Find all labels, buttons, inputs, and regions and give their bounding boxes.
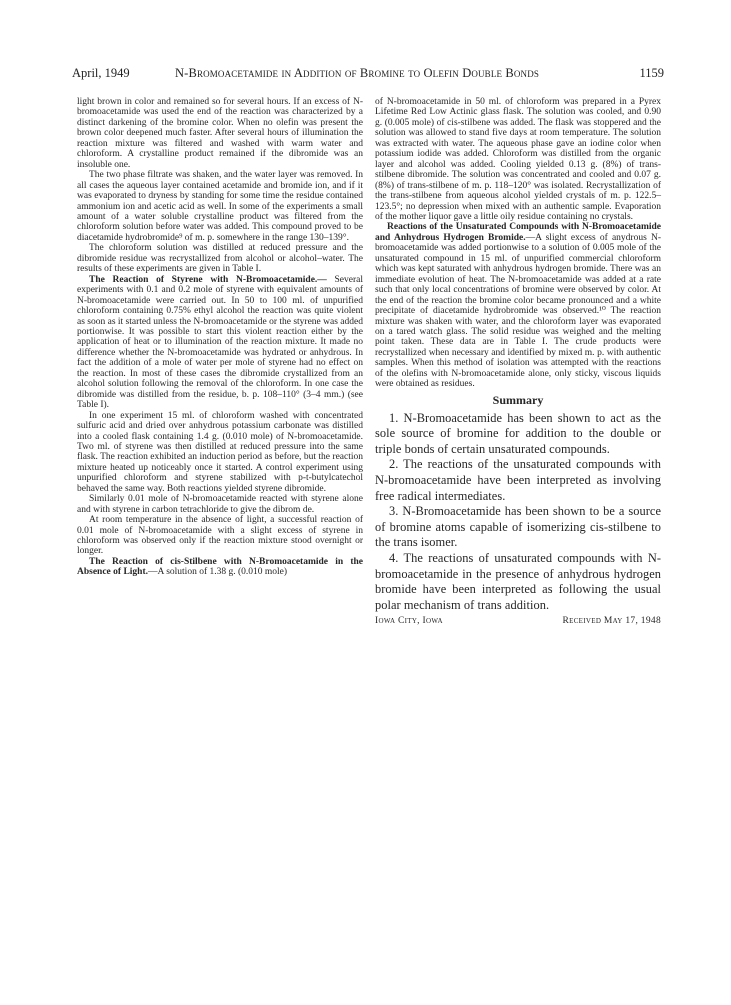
run-in-heading: Reactions of the Unsaturated Compounds with N-Bromoacetamide and Anhydrous Hydrogen Bromide. [375, 222, 661, 243]
received-date: Received May 17, 1948 [562, 616, 661, 627]
paragraph: Similarly 0.01 mole of N-bromoacetamide reacted with styrene alone and with styrene in carbon tetrachloride to give the dibrom de. [77, 494, 363, 515]
paragraph-text: —A slight excess of anydrous N-bromoacetamide was added portionwise to a solution of 0.005 mole of the unsaturated compound in 15 ml. of unpurified commercial chloroform which was kept saturated with anhydrous hydrogen bromide. There was an immediate evolution of heat. The N-bromoacetamide was added at a rate such that only local concentrations of bromine were observed by color. At the end of the reaction the bromine color became pronounced and a white precipitate of diacetamide hydrobromide was observed.¹⁰ The reaction mixture was shaken with water, and the chloroform layer was evaporated on a tared watch glass. The solid residue was weighed and the melting point taken. These data are in Table I. The crude products were recrystallized when necessary and identified by mixed m. p. with authentic samples. When this method of isolation was attempted with the reactions of the olefins with N-bromoacetamide alone, only sticky, viscous liquids were obtained as residues. [375, 232, 661, 390]
paragraph: light brown in color and remained so for several hours. If an excess of N-bromoacetamide was used the end of the reaction was characterized by a distinct darkening of the bromine color. When no olefin was present the brown color deepened much faster. After several hours of illumination the reaction mixture was filtered and washed with warm water and chloroform. A crystalline product remained if the dibromide was an insoluble one. [77, 97, 363, 170]
paragraph: of N-bromoacetamide in 50 ml. of chloroform was prepared in a Pyrex Lifetime Red Low Actinic glass flask. The solution was cooled, and 0.90 g. (0.005 mole) of cis-stilbene was added. The flask was stoppered and the solution was allowed to stand five days at room temperature. The solution was extracted with water. The aqueous phase gave an iodine color when potassium iodide was added. Chloroform was distilled from the organic layer and alcohol was added. Cooling yielded 0.13 g. (8%) of trans-stilbene dibromide. The solution was concentrated and cooled and 0.07 g. (8%) of trans-stilbene of m. p. 118–120° was isolated. Recrystallization of the trans-stilbene from aqueous alcohol yielded crystals of m. p. 122.5–123.5°; no depression when mixed with an authentic sample. Evaporation of the mother liquor gave a little oily residue containing no crystals. [375, 97, 661, 222]
paragraph [77, 557, 363, 578]
paragraph: In one experiment 15 ml. of chloroform washed with concentrated sulfuric acid and dried over anhydrous potassium carbonate was distilled into a cooled flask containing 1.4 g. (0.010 mole) of N-bromoacetamide. Two ml. of styrene was then distilled at reduced pressure into the same flask. The reaction exhibited an induction period as before, but the reaction mixture heated up noticeably once it started. A control experiment using unpurified chloroform and styrene stabilized with p-t-butylcatechol behaved the same way. Both reactions yielded styrene dibromide. [77, 410, 363, 494]
paragraph: At room temperature in the absence of light, a successful reaction of 0.01 mole of N-bromoacetamide with a slight excess of styrene in chloroform was observed only if the reaction mixture stood overnight or longer. [77, 515, 363, 557]
signature-line [375, 616, 661, 630]
run-in-heading: The Reaction of Styrene with N-Bromoacetamide.— [89, 274, 327, 285]
summary-item: 3. N-Bromoacetamide has been shown to be a source of bromine atoms capable of isomerizing cis-stilbene to the trans isomer. [375, 504, 661, 550]
header-title: N-Bromoacetamide in Addition of Bromine to Olefin Double Bonds [175, 66, 539, 80]
header-date: April, 1949 [72, 66, 130, 80]
paragraph-text: Several experiments with 0.1 and 0.2 mole of styrene with equivalent amounts of N-bromoacetamide were carried out. In 50 to 100 ml. of unpurified chloroform containing 0.75% ethyl alcohol the reaction was quite violent as soon as it started unless the N-bromoacetamide or the styrene was added portionwise. It was possible to start this violent reaction either by the application of heat or to illumination of the reaction mixture. It made no difference whether the N-bromoacetamide was hydrated or anhydrous. In fact the addition of a mole of water per mole of styrene had no effect on the reaction. In most of these cases the dibromide crystallized from an alcohol solution following the removal of the chloroform. In one case the dibromide was distilled from the residue, b. p. 108–110° (3–4 mm.) (see Table I). [77, 274, 363, 411]
running-header [72, 66, 664, 82]
paragraph [77, 275, 363, 411]
location: Iowa City, Iowa [375, 616, 443, 627]
summary-item: 4. The reactions of unsaturated compounds with N-bromoacetamide in the presence of anhydrous hydrogen bromide have been interpreted as following the usual polar mechanism of trans addition. [375, 551, 661, 612]
paragraph: The two phase filtrate was shaken, and the water layer was removed. In all cases the aqueous layer contained acetamide and bromide ion, and if it was evaporated to dryness by standing for some time the residue contained ammonium ion and acetic acid as well. In some of the experiments a small amount of a water soluble crystalline product was filtered from the chloroform solution before water was added. This compound proved to be diacetamide hydrobromide⁹ of m. p. somewhere in the range 130–139°. [77, 170, 363, 243]
summary-item: 2. The reactions of the unsaturated compounds with N-bromoacetamide have been interpreted as involving free radical intermediates. [375, 457, 661, 503]
summary-heading: Summary [492, 392, 544, 407]
run-in-heading: The Reaction of cis-Stilbene with N-Bromoacetamide in the Absence of Light. [77, 556, 363, 578]
paragraph-text: —A solution of 1.38 g. (0.010 mole) [148, 567, 288, 578]
summary-item: 1. N-Bromoacetamide has been shown to act as the sole source of bromine for addition to the double or triple bonds of certain unsaturated compounds. [375, 410, 661, 456]
paragraph [375, 222, 661, 389]
left-column [77, 97, 363, 578]
right-column [375, 97, 661, 630]
page-number: 1159 [639, 66, 664, 80]
paragraph: The chloroform solution was distilled at reduced pressure and the dibromide residue was recrystallized from alcohol or alcohol–water. The results of these experiments are given in Table I. [77, 243, 363, 275]
